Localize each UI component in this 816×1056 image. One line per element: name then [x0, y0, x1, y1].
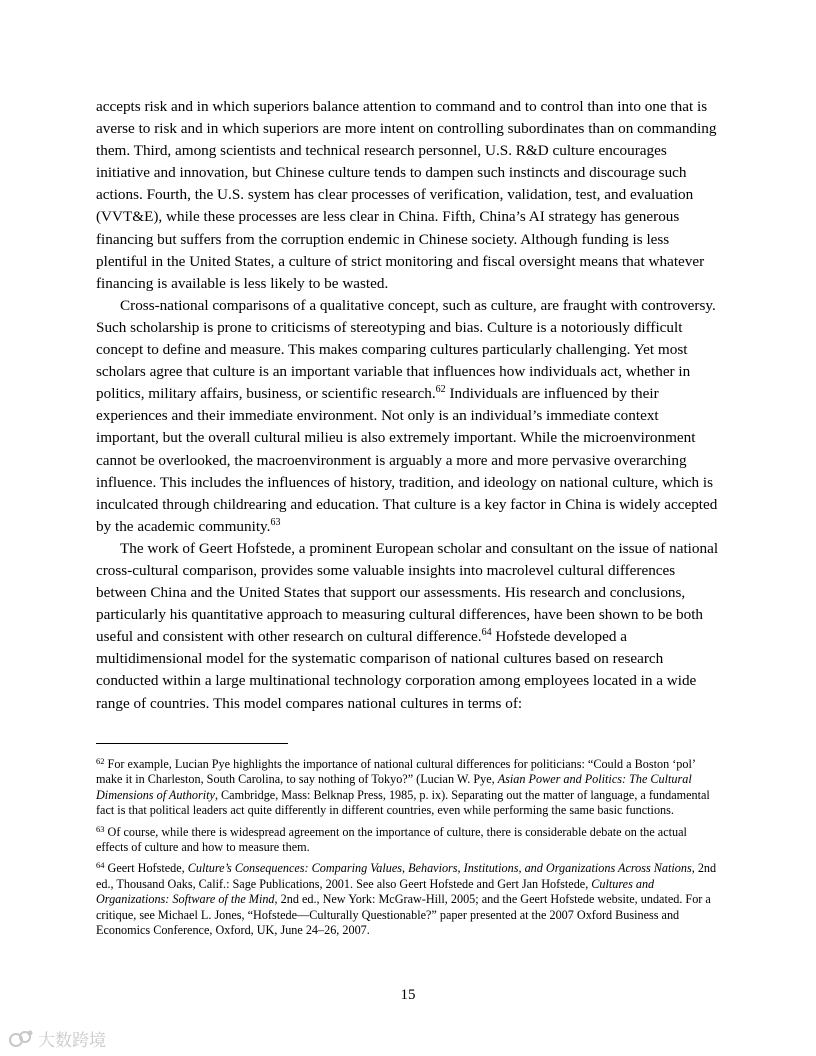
footnote-number: 63 — [96, 823, 105, 834]
footnote-number: 64 — [96, 860, 105, 871]
footnote-62 — [96, 757, 720, 819]
paragraph-3-text-a: The work of Geert Hofstede, a prominent European scholar and consultant on the issue of national cross-cultural comparison, provides some valuable insights into macrolevel cultural differences between China and the United States that support our assessments. His research and conclusions, particularly his quantitative approach to measuring cultural differences, have been shown to be both useful and consistent with other research on cultural difference. — [96, 539, 719, 646]
paragraph-2-text-a: Cross-national comparisons of a qualitative concept, such as culture, are fraught with controversy. Such scholarship is prone to criticisms of stereotyping and bias. Culture is a notoriously difficult concept to define and measure. This makes comparing cultures particularly challenging. Yet most scholars agree that culture is an important variable that influences how individuals act, whether in politics, military affairs, business, or scientific research. — [96, 296, 716, 403]
page-number: 15 — [400, 987, 416, 1003]
watermark — [8, 1026, 106, 1051]
paragraph-3-text-b: Hofstede developed a multidimensional model for the systematic comparison of national cultures based on research conducted within a large multinational technology corporation among employees located in a wide range of countries. This model compares national cultures in terms of: — [96, 628, 697, 712]
footnote-divider — [96, 743, 288, 744]
footnote-text: Of course, while there is widespread agreement on the importance of culture, there is considerable debate on the actual effects of culture and how to measure them. — [96, 824, 687, 855]
book-title: Cultures and Organizations: Software of the Mind — [96, 876, 655, 907]
footnote-text: , 2nd ed., New York: McGraw-Hill, 2005; and the Geert Hofstede website, undated. For a critique, see Michael L. Jones, “Hofstede—Culturally Questionable?” paper presented at the 2007 Oxford Business and Economics Conference, Oxford, UK, June 24–26, 2007. — [96, 892, 711, 938]
footnote-text: , 2nd ed., Thousand Oaks, Calif.: Sage Publications, 2001. See also Geert Hofstede and Gert Jan Hofstede, — [96, 861, 717, 891]
footnote-ref-64[interactable]: 64 — [481, 627, 492, 639]
paragraph-3 — [96, 538, 722, 715]
footnote-text: , Cambridge, Mass: Belknap Press, 1985, p. ix). Separating out the matter of language, a fundamental fact is that political leaders act quite differently in different countries, even while performing the same basic functions. — [96, 787, 710, 818]
footnote-ref-62[interactable]: 62 — [435, 384, 446, 396]
watermark-logo-icon — [8, 1028, 34, 1050]
book-title: Culture’s Consequences: Comparing Values, Behaviors, Institutions, and Organizations Across Nations — [187, 861, 692, 876]
body-text — [96, 96, 722, 715]
footnote-64 — [96, 861, 720, 938]
book-title: Asian Power and Politics: The Cultural Dimensions of Authority — [96, 772, 692, 802]
footnote-text: For example, Lucian Pye highlights the importance of national cultural differences for politicians: “Could a Boston ‘pol’ make it in Charleston, South Carolina, to say nothing of Tokyo?” (Lucian W. Pye, — [96, 757, 695, 787]
footnote-text: Geert Hofstede, — [104, 861, 188, 876]
paragraph-2 — [96, 295, 722, 538]
footnote-ref-63[interactable]: 63 — [270, 516, 281, 528]
footnote-63 — [96, 825, 720, 856]
watermark-text: 大数跨境 — [38, 1031, 106, 1051]
paragraph-2-text-b: Individuals are influenced by their experiences and their immediate environment. Not only is an individual’s immediate context important, but the overall cultural milieu is also extremely important. While the microenvironment cannot be overlooked, the macroenvironment is arguably a more and more pervasive overarching influence. This includes the influences of history, tradition, and ideology on national culture, which is inculcated through childrearing and education. That culture is a key factor in China is widely accepted by the academic community. — [96, 385, 718, 535]
paragraph-1-text: accepts risk and in which superiors balance attention to command and to control than into one that is averse to risk and in which superiors are more intent on controlling subordinates than on commanding them. Third, among scientists and technical research personnel, U.S. R&D culture encourages initiative and innovation, but Chinese culture tends to dampen such instincts and discourage such actions. Fourth, the U.S. system has clear processes of verification, validation, test, and evaluation (VVT&E), while these processes are less clear in China. Fifth, China’s AI strategy has generous financing but suffers from the corruption endemic in Chinese society. Although funding is less plentiful in the United States, a culture of strict monitoring and fiscal oversight means that whatever financing is available is less likely to be wasted. — [96, 98, 717, 292]
footnote-number: 62 — [96, 756, 105, 766]
paragraph-1 — [96, 96, 722, 295]
footnotes — [96, 757, 720, 944]
